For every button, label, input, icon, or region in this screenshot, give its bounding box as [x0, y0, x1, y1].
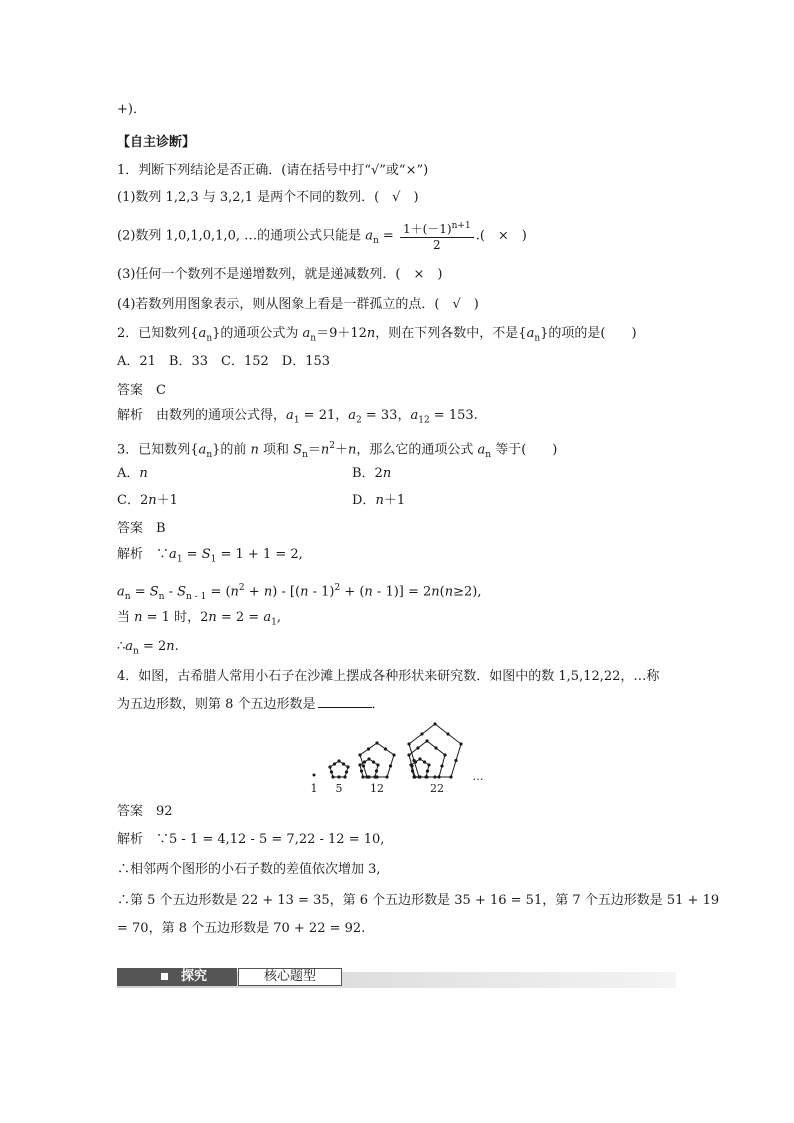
pebble-dot — [385, 775, 388, 778]
q3-answer: 答案 B — [117, 521, 166, 536]
pebble-dot — [443, 753, 446, 756]
pebble-dot — [427, 763, 430, 766]
pebble-dot — [384, 747, 387, 750]
fig-label-1: 1 — [310, 782, 318, 795]
pebble-dot — [375, 769, 378, 772]
q3-analysis-2: $a_n = S_n - S_{n - 1} = (n^2 + n) - [(n - 1)^2 + (n - 1)] = 2n(n\ge 2)$, — [117, 583, 482, 602]
banner-dark-tab — [117, 968, 237, 986]
pebble-dot — [446, 732, 449, 735]
pebble-dot — [418, 775, 421, 778]
q1-item-2: (2)数列 1,0,1,0,1,0, …的通项公式只能是 $a_n$ = $\frac{1+(-1)^{n+1}}{2}$ .( × ) — [117, 221, 527, 252]
section-banner — [117, 968, 676, 988]
pebble-dot — [358, 763, 361, 766]
pebble-dot — [424, 775, 427, 778]
pebble-dot — [434, 746, 437, 749]
q3-option-b: B．2n — [352, 466, 392, 481]
pebble-dot — [433, 722, 436, 725]
q1-stem: 1．判断下列结论是否正确．(请在括号中打“√”或“×”) — [117, 163, 429, 178]
q4-stem-2: 为五边形数，则第 8 个五边形数是 ． — [117, 694, 385, 714]
section-title: 【自主诊断】 — [117, 135, 196, 150]
q4-answer: 答案 92 — [117, 804, 173, 819]
pebble-dot — [420, 732, 423, 735]
pebble-dot — [342, 762, 345, 765]
pebble-dot — [423, 760, 426, 763]
pebble-dot — [433, 775, 436, 778]
q4-analysis-1: 解析 ∵5 - 1 = 4,12 - 5 = 7,22 - 12 = 10, — [117, 832, 385, 847]
q2-answer: 答案 C — [117, 383, 166, 398]
pebble-dot — [376, 763, 379, 766]
top-fragment: +)． — [117, 102, 146, 117]
q1-item-3: (3)任何一个数列不是递增数列，就是递减数列．( × ) — [117, 267, 443, 282]
q3-analysis-1: 解析 $\because a_1 = S_1 = 1 + 1 = 2$, — [117, 547, 303, 565]
pebble-dot — [411, 769, 414, 772]
q4-stem-1: 4．如图，古希腊人常用小石子在沙滩上摆成各种形状来研究数．如图中的数 1,5,12,22，…称 — [117, 669, 660, 684]
pebble-dot — [418, 757, 421, 760]
q3-analysis-3: 当 n = 1 时，$2n = 2 = a_1$, — [117, 610, 281, 628]
pebble-dot — [425, 739, 428, 742]
pebble-dot — [331, 775, 334, 778]
pebble-dot — [407, 753, 410, 756]
pebble-dot — [367, 775, 370, 778]
pebble-dot — [360, 769, 363, 772]
q1-item-1: (1)数列 1,2,3 与 3,2,1 是两个不同的数列．( √ ) — [117, 190, 419, 205]
pebble-dot — [328, 765, 331, 768]
pebble-dot — [358, 753, 361, 756]
pebble-dot — [367, 747, 370, 750]
pebble-dot — [375, 741, 378, 744]
pebble-dot — [345, 770, 348, 773]
pebble-dot — [361, 775, 364, 778]
pentagon-fig-1 — [313, 774, 316, 777]
pebble-dot — [409, 763, 412, 766]
pebble-dot — [440, 764, 443, 767]
pentagonal-numbers-figure — [300, 718, 500, 798]
q2-stem: 2．已知数列$\{a_n\}$的通项公式为 $a_n=9+12n$，则在下列各数中，不是$\{a_n\}$的项的是( ) — [117, 326, 637, 344]
pentagon-fig-2 — [330, 761, 348, 777]
pebble-dot — [333, 762, 336, 765]
q3-option-c: C．2n＋1 — [117, 493, 178, 508]
q4-analysis-3: ∴第 5 个五边形数是 22 + 13 = 35，第 6 个五边形数是 35 + 16 = 51，第 7 个五边形数是 51 + 19 — [117, 893, 720, 908]
pebble-dot — [459, 742, 462, 745]
pebble-dot — [392, 753, 395, 756]
pebble-dot — [426, 769, 429, 772]
q3-analysis-4: $\therefore a_n = 2n$. — [117, 639, 179, 657]
pebble-dot — [389, 764, 392, 767]
answer-blank — [318, 694, 372, 708]
pebble-dot — [416, 746, 419, 749]
q4-analysis-4: = 70，第 8 个五边形数是 70 + 22 = 92. — [117, 921, 366, 936]
pebble-dot — [363, 760, 366, 763]
pebble-dot — [449, 775, 452, 778]
fig-label-5: 5 — [335, 782, 343, 795]
banner-dark-label: 探究 — [181, 969, 208, 984]
pebble-dot — [414, 760, 417, 763]
pebble-dot — [330, 770, 333, 773]
pebble-dot — [367, 757, 370, 760]
pebble-dot — [407, 742, 410, 745]
fig-label-12: 12 — [370, 782, 384, 795]
pentagon-fig-4 — [409, 724, 461, 777]
pebble-dot — [337, 775, 340, 778]
q3-option-a: A．n — [117, 466, 148, 481]
pebble-dot — [373, 775, 376, 778]
q4-analysis-2: ∴相邻两个图形的小石子数的差值依次增加 3, — [117, 862, 381, 877]
pebble-dot — [343, 775, 346, 778]
pebble-dot — [412, 775, 415, 778]
pebble-dot — [454, 759, 457, 762]
pebble-dot — [337, 759, 340, 762]
q2-options: A．21 B．33 C．152 D．153 — [117, 354, 331, 369]
fig-label-22: 22 — [430, 782, 444, 795]
pebble-dot — [372, 760, 375, 763]
pebble-dot — [437, 775, 440, 778]
formula-fraction: $\frac{1+(-1)^{n+1}}{2}$ — [400, 219, 474, 253]
square-icon — [161, 973, 168, 980]
pebble-dot — [362, 764, 365, 767]
q3-option-d: D．n＋1 — [352, 493, 406, 508]
banner-light-tab: 核心题型 — [238, 968, 342, 986]
q1-item-4: (4)若数列用图象表示，则从图象上看是一群孤立的点．( √ ) — [117, 297, 479, 312]
q2-analysis: 解析 由数列的通项公式得，$a_1 = 21$，$a_2 = 33$，$a_{12} = 153$. — [117, 408, 478, 426]
q3-stem: 3．已知数列$\{a_n\}$的前 n 项和 $S_n=n^2+n$，那么它的通项公式 $a_n$ 等于( ) — [117, 441, 558, 460]
pebble-dot — [346, 765, 349, 768]
pentagon-labels — [311, 770, 484, 795]
fig-ellipsis: … — [472, 770, 484, 783]
